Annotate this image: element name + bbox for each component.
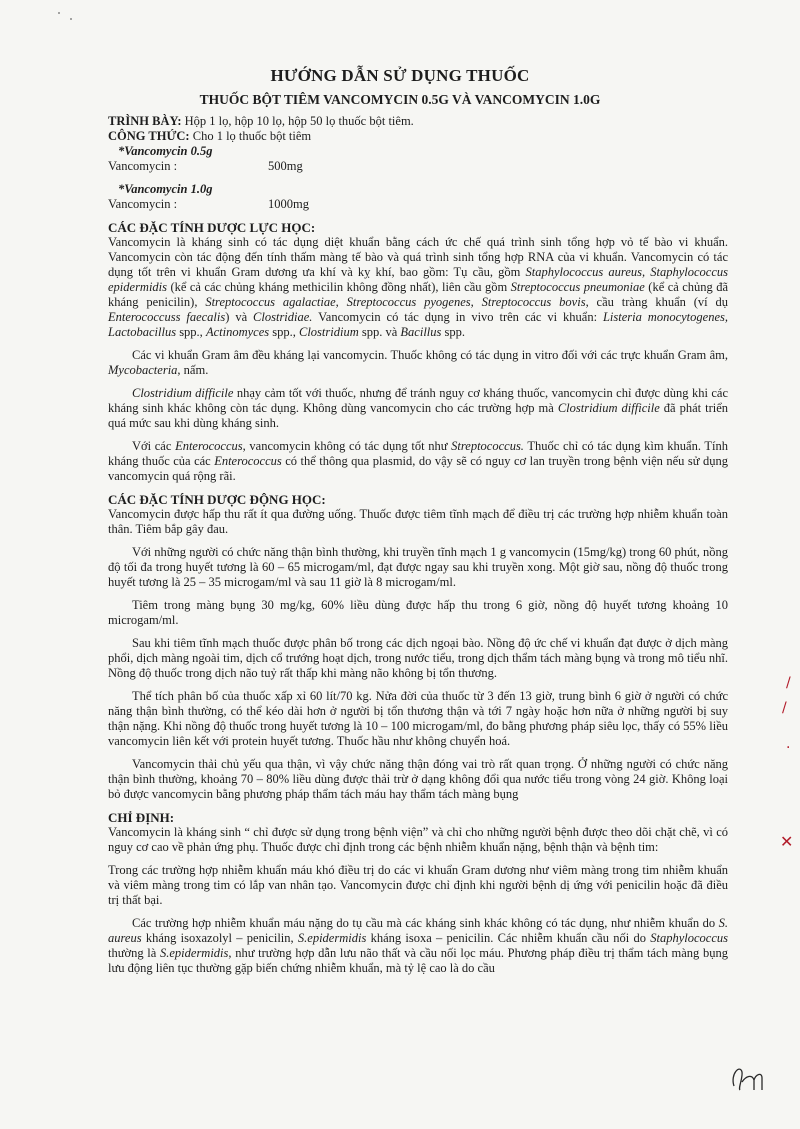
species-name: Enterococcus — [175, 439, 243, 453]
pharmacodynamics-paragraph-1 — [108, 235, 728, 340]
formula-label: CÔNG THỨC: — [108, 129, 190, 143]
species-name: Enterococcuss faecalis — [108, 310, 226, 324]
species-name: Actinomyces — [205, 325, 270, 339]
pharmacokinetics-paragraph-1: Vancomycin được hấp thu rất ít qua đường uống. Thuốc được tiêm tĩnh mạch để điều trị các trường hợp nhiễm khuẩn toàn thân. Tiêm bắp gây đau. — [108, 507, 728, 536]
species-name: Enterococcus — [214, 454, 282, 468]
presentation-label: TRÌNH BÀY: — [108, 114, 182, 128]
formula-05-name: Vancomycin : — [108, 159, 178, 173]
pharmacokinetics-paragraph-3: Tiêm trong màng bụng 30 mg/kg, 60% liều dùng được hấp thu trong 6 giờ, nồng độ huyết tương khoảng 10 microgam/ml. — [108, 598, 728, 627]
species-name: Clostridium — [298, 325, 359, 339]
text-run: spp., — [269, 325, 299, 339]
pharmacokinetics-paragraph-4: Sau khi tiêm tĩnh mạch thuốc được phân bố trong các dịch ngoại bào. Nồng độ ức chế vi khuẩn đạt được ở dịch màng phổi, dịch màng ngoài tim, dịch cổ trướng hoạt dịch, trong nước tiểu, trong dịch thẩm tách màng bụng và trong mô tiểu nhĩ. Nồng độ thuốc trong dịch não tuỷ rất thấp khi màng não không bị tổn thương. — [108, 636, 728, 680]
species-name: S.epidermidis — [297, 931, 367, 945]
text-run: kháng isoxazolyl – penicilin, — [141, 931, 298, 945]
species-name: Staphylococcus — [650, 931, 728, 945]
text-run: đã phát triển quá mức sau khi dùng kháng sinh. — [108, 401, 729, 430]
document-subtitle: THUỐC BỘT TIÊM VANCOMYCIN 0.5G VÀ VANCOMYCIN 1.0G — [199, 92, 601, 107]
indications-paragraph-3 — [108, 916, 728, 976]
formula-10-amount: 1000mg — [268, 197, 309, 211]
text-run: nhạy cảm tốt với thuốc, nhưng để tránh nguy cơ kháng thuốc, vancomycin chỉ được dùng khi các kháng sinh khác không còn tác dụng. Không dùng vancomycin cho các trường hợp mà — [108, 386, 729, 415]
pharmacokinetics-paragraph-5: Thể tích phân bố của thuốc xấp xỉ 60 lít/70 kg. Nửa đời của thuốc từ 3 đến 13 giờ, trung bình 6 giờ ở người có chức năng thận bình thường, có thể kéo dài hơn ở người bị tổn thương thận và tới 7 ngày hoặc hơn nữa ở những người bị suy thận nặng. Khi nồng độ thuốc trong huyết tương là 10 – 100 microgam/ml, đo bằng phương pháp siêu lọc, thấy có 55% liều vancomycin liên kết với protein huyết tương. Thuốc hầu như không chuyển hoá. — [108, 689, 728, 748]
text-run: kháng isoxa – penicilin. Các nhiễm khuẩn cầu nối do — [366, 931, 651, 945]
text-run: ) và — [225, 310, 254, 324]
text-run: spp., — [176, 325, 206, 339]
text-run: Các vi khuẩn Gram âm đều kháng lại vancomycin. Thuốc không có tác dụng in vitro đối với các trực khuẩn Gram âm, — [132, 348, 728, 362]
formula-text: Cho 1 lọ thuốc bột tiêm — [192, 129, 312, 143]
formula-05-heading-text: *Vancomycin 0.5g — [118, 144, 213, 158]
presentation-text: Hộp 1 lọ, hộp 10 lọ, hộp 50 lọ thuốc bột tiêm. — [184, 114, 414, 128]
pharmacodynamics-heading: CÁC ĐẶC TÍNH DƯỢC LỰC HỌC: — [108, 220, 316, 235]
presentation-line — [108, 114, 728, 129]
pharmacokinetics-paragraph-6: Vancomycin thải chủ yếu qua thận, vì vậy chức năng thận đóng vai trò rất quan trọng. Ở những người có chức năng thận bình thường, khoảng 70 – 80% liều dùng được thải trừ ở dạng không đổi qua nước tiểu trong vòng 24 giờ. Không loại bỏ được vancomycin bằng phương pháp thẩm tách máu hay thẩm tách màng bụng — [108, 757, 728, 801]
handwritten-initials-signature — [728, 1060, 768, 1096]
text-run: có thể thông qua plasmid, do vậy sẽ có nguy cơ lan truyền trong bệnh viện nếu sử dụng vancomycin quá rộng rãi. — [108, 454, 728, 483]
formula-05-row — [108, 159, 728, 174]
pharmacodynamics-paragraph-3 — [108, 386, 728, 431]
indications-heading: CHỈ ĐỊNH: — [108, 810, 175, 825]
text-run: , nấm. — [177, 363, 209, 377]
species-name: Clostridiae. — [253, 310, 313, 324]
species-name: Listeria monocytogenes, Lactobacillus — [108, 310, 728, 339]
species-name: Streptococcus agalactiae, Streptococcus pyogenes, Streptococcus bovis — [205, 295, 586, 309]
text-run: , như trường hợp dẫn lưu não thất và cầu nối lọc máu. Phương pháp điều trị thẩm tách màng bụng lưu động liên tục thường gặp biến chứng nhiễm khuẩn, mà tỷ lệ cao là do cầu — [108, 946, 728, 975]
pharmacokinetics-paragraph-2: Với những người có chức năng thận bình thường, khi truyền tĩnh mạch 1 g vancomycin (15mg/kg) trong 60 phút, nồng độ tối đa trong huyết tương là 60 – 65 microgam/ml, đạt được ngay sau khi truyền xong. Một giờ sau, nồng độ thuốc trong huyết tương là 25 – 35 microgam/ml và sau 11 giờ là 8 microgam/ml. — [108, 545, 728, 589]
text-run: Vancomycin là kháng sinh có tác dụng diệt khuẩn bằng cách ức chế quá trình sinh tổng hợp vỏ tế bào vi khuẩn. Vancomycin còn tác động đến tính thấm màng tế bào và quá trình sinh tổng hợp RNA của vi khuẩn. Vancomycin có tác dụng tốt trên vi khuẩn Gram dương ưa khí và kỵ khí, bao gồm: Tụ cầu, gồm — [108, 235, 728, 279]
text-run: spp. — [441, 325, 465, 339]
indications-paragraph-1: Vancomycin là kháng sinh “ chỉ được sử dụng trong bệnh viện” và chỉ cho những người bệnh được theo dõi chặt chẽ, vì có nguy cơ cao về phản ứng phụ. Thuốc được chỉ định trong các bệnh nhiễm khuẩn nặng, bệnh thận và bệnh tim: — [108, 825, 728, 854]
formula-10-heading-text: *Vancomycin 1.0g — [118, 182, 213, 196]
text-run: (kể cả chủng đã kháng penicilin), — [108, 280, 729, 309]
species-name: Clostridium difficile — [132, 386, 234, 400]
pharmacokinetics-heading: CÁC ĐẶC TÍNH DƯỢC ĐỘNG HỌC: — [108, 492, 326, 507]
red-stamp-edge-mark: ✕ — [780, 832, 794, 851]
document-title: HƯỚNG DẪN SỬ DỤNG THUỐC — [270, 66, 530, 85]
text-run: , cầu tràng khuẩn (ví dụ — [585, 295, 729, 309]
species-name: S.epidermidis — [160, 946, 229, 960]
formula-05-heading — [118, 144, 728, 159]
text-run: Vancomycin có tác dụng in vivo trên các vi khuẩn: — [312, 310, 603, 324]
species-name: Streptococcus. — [451, 439, 524, 453]
red-stamp-edge-mark: · — [786, 740, 791, 756]
species-name: Streptococcus pneumoniae — [510, 280, 645, 294]
formula-05-amount: 500mg — [268, 159, 303, 173]
pharmacodynamics-paragraph-2 — [108, 348, 728, 378]
species-name: Clostridium difficile — [557, 401, 660, 415]
red-stamp-edge-mark: / — [786, 675, 791, 691]
indications-paragraph-2: Trong các trường hợp nhiễm khuẩn máu khó điều trị do các vi khuẩn Gram dương như viêm màng trong tim nhiễm khuẩn và viêm màng trong tim có lắp van nhân tạo. Vancomycin được chỉ định khi người bệnh dị ứng với penicilin hoặc đã điều trị thất bại. — [108, 863, 728, 907]
text-run: Thuốc chỉ có tác dụng kìm khuẩn. Tính kháng thuốc của các — [108, 439, 728, 468]
species-name: S. aureus — [108, 916, 728, 945]
formula-line — [108, 129, 728, 144]
scan-speck — [70, 18, 72, 20]
text-run: spp. và — [358, 325, 401, 339]
text-run: Các trường hợp nhiễm khuẩn máu nặng do tụ cầu mà các kháng sinh khác không có tác dụng, như nhiễm khuẩn do — [132, 916, 719, 930]
document-body — [108, 110, 728, 976]
species-name: Staphylococcus aureus, Staphylococcus epidermidis — [108, 265, 728, 294]
pharmacodynamics-paragraph-4 — [108, 439, 728, 484]
species-name: Bacillus — [400, 325, 442, 339]
text-run: thường là — [108, 946, 160, 960]
species-name: Mycobacteria — [108, 363, 178, 377]
text-run: (kể cả các chủng kháng methicilin không đồng nhất), liên cầu gồm — [167, 280, 511, 294]
text-run: , vancomycin không có tác dụng tốt như — [242, 439, 452, 453]
formula-10-name: Vancomycin : — [108, 197, 178, 211]
scan-speck — [58, 12, 60, 14]
formula-10-heading — [118, 182, 728, 197]
formula-10-row — [108, 197, 728, 212]
red-stamp-edge-mark: / — [782, 700, 787, 716]
text-run: Với các — [132, 439, 176, 453]
